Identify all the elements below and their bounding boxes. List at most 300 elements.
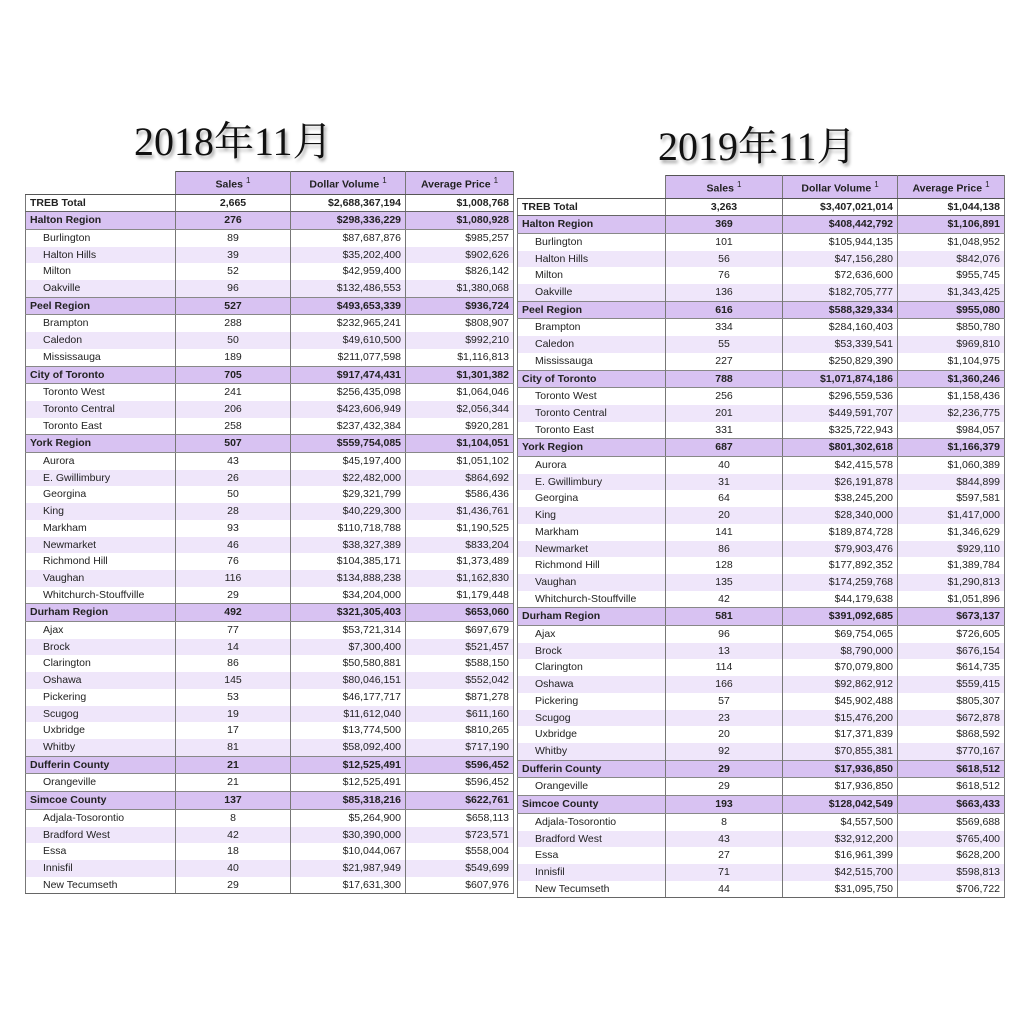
header-price-footnote: 1 (493, 176, 499, 185)
table-row (26, 722, 514, 739)
table-row (26, 537, 514, 554)
sales-cell: 77 (176, 622, 291, 639)
table-row (518, 233, 1005, 250)
volume-cell: $69,754,065 (783, 626, 898, 643)
price-cell: $864,692 (406, 470, 514, 487)
volume-cell: $17,936,850 (783, 778, 898, 796)
volume-cell: $45,902,488 (783, 693, 898, 710)
volume-cell: $104,385,171 (291, 553, 406, 570)
sales-cell: 507 (176, 435, 291, 453)
sales-cell: 52 (176, 263, 291, 280)
price-cell: $726,605 (898, 626, 1005, 643)
price-cell: $717,190 (406, 739, 514, 756)
sales-cell: 71 (666, 864, 783, 881)
header-volume-label: Dollar Volume (309, 178, 380, 191)
row-name: Markham (26, 520, 176, 537)
table-row (26, 622, 514, 639)
price-cell: $618,512 (898, 760, 1005, 778)
volume-cell: $128,042,549 (783, 796, 898, 814)
row-name: Caledon (26, 332, 176, 349)
volume-cell: $211,077,598 (291, 349, 406, 366)
row-name: Toronto West (518, 388, 666, 405)
table-row (518, 626, 1005, 643)
row-name: Oakville (26, 280, 176, 297)
row-name: York Region (26, 435, 176, 453)
region-row (518, 370, 1005, 388)
sales-cell: 56 (666, 251, 783, 268)
volume-cell: $237,432,384 (291, 418, 406, 435)
table-row (518, 457, 1005, 474)
total-row (518, 198, 1005, 216)
price-cell: $1,346,629 (898, 524, 1005, 541)
row-name: Essa (26, 843, 176, 860)
region-row (26, 366, 514, 384)
table-row (26, 877, 514, 894)
price-cell: $1,343,425 (898, 284, 1005, 301)
volume-cell: $296,559,536 (783, 388, 898, 405)
row-name: TREB Total (26, 194, 176, 212)
header-volume (291, 172, 406, 195)
row-name: City of Toronto (518, 370, 666, 388)
price-cell: $765,400 (898, 831, 1005, 848)
row-name: Toronto East (518, 422, 666, 439)
sales-cell: 31 (666, 474, 783, 491)
price-cell: $618,512 (898, 778, 1005, 796)
price-cell: $992,210 (406, 332, 514, 349)
sales-cell: 8 (176, 809, 291, 826)
price-cell: $844,899 (898, 474, 1005, 491)
table-row (518, 284, 1005, 301)
sales-cell: 189 (176, 349, 291, 366)
table-row (518, 591, 1005, 608)
header-price (898, 176, 1005, 199)
sales-cell: 128 (666, 557, 783, 574)
price-cell: $1,104,975 (898, 353, 1005, 370)
table-row (518, 710, 1005, 727)
row-name: Richmond Hill (518, 557, 666, 574)
region-row (518, 760, 1005, 778)
row-name: Milton (518, 267, 666, 284)
sales-cell: 64 (666, 490, 783, 507)
row-name: Uxbridge (518, 726, 666, 743)
price-cell: $658,113 (406, 809, 514, 826)
volume-cell: $134,888,238 (291, 570, 406, 587)
price-cell: $706,722 (898, 881, 1005, 898)
table-row (518, 524, 1005, 541)
volume-cell: $189,874,728 (783, 524, 898, 541)
price-cell: $521,457 (406, 639, 514, 656)
sales-cell: 50 (176, 332, 291, 349)
row-name: York Region (518, 439, 666, 457)
volume-cell: $31,095,750 (783, 881, 898, 898)
sales-cell: 42 (666, 591, 783, 608)
price-cell: $805,307 (898, 693, 1005, 710)
row-name: Markham (518, 524, 666, 541)
row-name: King (518, 507, 666, 524)
row-name: Halton Hills (518, 251, 666, 268)
table-body-2019 (518, 198, 1005, 898)
table-row (518, 643, 1005, 660)
row-name: Halton Region (26, 212, 176, 230)
price-cell: $596,452 (406, 756, 514, 774)
row-name: Toronto West (26, 384, 176, 401)
table-row (26, 401, 514, 418)
sales-cell: 581 (666, 608, 783, 626)
price-cell: $552,042 (406, 672, 514, 689)
row-name: Newmarket (26, 537, 176, 554)
table-row (26, 774, 514, 792)
sales-cell: 29 (666, 760, 783, 778)
table-row (26, 860, 514, 877)
price-cell: $663,433 (898, 796, 1005, 814)
price-cell: $929,110 (898, 541, 1005, 558)
region-row (518, 216, 1005, 234)
volume-cell: $1,071,874,186 (783, 370, 898, 388)
row-name: Oakville (518, 284, 666, 301)
price-cell: $622,761 (406, 792, 514, 810)
header-sales-label: Sales (215, 178, 243, 191)
table-row (518, 541, 1005, 558)
sales-cell: 76 (666, 267, 783, 284)
sales-cell: 135 (666, 574, 783, 591)
volume-cell: $46,177,717 (291, 689, 406, 706)
volume-cell: $21,987,949 (291, 860, 406, 877)
row-name: Brock (26, 639, 176, 656)
table-row (518, 490, 1005, 507)
row-name: Burlington (518, 233, 666, 250)
row-name: Burlington (26, 229, 176, 246)
price-cell: $808,907 (406, 315, 514, 332)
table-row (518, 557, 1005, 574)
row-name: Simcoe County (518, 796, 666, 814)
sales-cell: 43 (666, 831, 783, 848)
volume-cell: $17,371,839 (783, 726, 898, 743)
volume-cell: $35,202,400 (291, 247, 406, 264)
sales-cell: 256 (666, 388, 783, 405)
volume-cell: $10,044,067 (291, 843, 406, 860)
price-cell: $985,257 (406, 229, 514, 246)
table-row (518, 474, 1005, 491)
row-name: Halton Region (518, 216, 666, 234)
sales-cell: 369 (666, 216, 783, 234)
table-row (518, 743, 1005, 760)
row-name: Dufferin County (26, 756, 176, 774)
price-cell: $1,116,813 (406, 349, 514, 366)
table-row (26, 827, 514, 844)
sales-cell: 76 (176, 553, 291, 570)
volume-cell: $2,688,367,194 (291, 194, 406, 212)
sales-cell: 50 (176, 486, 291, 503)
sales-cell: 46 (176, 537, 291, 554)
sales-cell: 19 (176, 706, 291, 723)
region-row (518, 796, 1005, 814)
row-name: Durham Region (26, 604, 176, 622)
table-row (518, 676, 1005, 693)
price-cell: $1,060,389 (898, 457, 1005, 474)
volume-cell: $7,300,400 (291, 639, 406, 656)
sales-cell: 86 (666, 541, 783, 558)
table-row (518, 881, 1005, 898)
sales-cell: 96 (666, 626, 783, 643)
volume-cell: $256,435,098 (291, 384, 406, 401)
header-volume-footnote: 1 (382, 176, 387, 185)
sales-cell: 687 (666, 439, 783, 457)
sales-cell: 26 (176, 470, 291, 487)
header-price-label: Average Price (420, 178, 491, 191)
table-row (26, 384, 514, 401)
volume-cell: $80,046,151 (291, 672, 406, 689)
price-cell: $871,278 (406, 689, 514, 706)
row-name: Halton Hills (26, 247, 176, 264)
sales-cell: 23 (666, 710, 783, 727)
volume-cell: $182,705,777 (783, 284, 898, 301)
table-row (26, 418, 514, 435)
header-sales (176, 172, 291, 195)
sales-cell: 193 (666, 796, 783, 814)
volume-cell: $8,790,000 (783, 643, 898, 660)
sales-cell: 2,665 (176, 194, 291, 212)
header-price-label: Average Price (912, 182, 983, 195)
volume-cell: $38,245,200 (783, 490, 898, 507)
volume-cell: $32,912,200 (783, 831, 898, 848)
table-row (26, 349, 514, 366)
price-cell: $810,265 (406, 722, 514, 739)
table-row (26, 843, 514, 860)
table-body-2018 (26, 194, 514, 894)
price-cell: $697,679 (406, 622, 514, 639)
price-cell: $1,064,046 (406, 384, 514, 401)
table-row (26, 570, 514, 587)
table-row (518, 422, 1005, 439)
sales-cell: 13 (666, 643, 783, 660)
row-name: Peel Region (518, 301, 666, 319)
row-name: Toronto Central (518, 405, 666, 422)
table-row (26, 689, 514, 706)
price-cell: $1,162,830 (406, 570, 514, 587)
row-name: Clarington (26, 655, 176, 672)
table-row (518, 831, 1005, 848)
volume-cell: $38,327,389 (291, 537, 406, 554)
sales-cell: 81 (176, 739, 291, 756)
sales-cell: 20 (666, 507, 783, 524)
table-row (26, 263, 514, 280)
volume-cell: $5,264,900 (291, 809, 406, 826)
volume-cell: $72,636,600 (783, 267, 898, 284)
price-cell: $1,417,000 (898, 507, 1005, 524)
price-cell: $1,389,784 (898, 557, 1005, 574)
row-name: New Tecumseth (518, 881, 666, 898)
volume-cell: $30,390,000 (291, 827, 406, 844)
volume-cell: $42,515,700 (783, 864, 898, 881)
volume-cell: $50,580,881 (291, 655, 406, 672)
table-row (26, 503, 514, 520)
volume-cell: $423,606,949 (291, 401, 406, 418)
table-row (518, 267, 1005, 284)
sales-cell: 227 (666, 353, 783, 370)
row-name: Pickering (518, 693, 666, 710)
price-cell: $2,056,344 (406, 401, 514, 418)
price-cell: $628,200 (898, 847, 1005, 864)
price-cell: $868,592 (898, 726, 1005, 743)
header-name (26, 172, 176, 195)
row-name: Richmond Hill (26, 553, 176, 570)
row-name: Vaughan (518, 574, 666, 591)
sales-cell: 20 (666, 726, 783, 743)
row-name: Innisfil (26, 860, 176, 877)
volume-cell: $4,557,500 (783, 813, 898, 830)
sales-cell: 3,263 (666, 198, 783, 216)
row-name: Orangeville (26, 774, 176, 792)
table-row (26, 553, 514, 570)
price-cell: $611,160 (406, 706, 514, 723)
row-name: Durham Region (518, 608, 666, 626)
price-cell: $1,051,102 (406, 453, 514, 470)
table-row (26, 247, 514, 264)
row-name: Bradford West (518, 831, 666, 848)
row-name: Simcoe County (26, 792, 176, 810)
sales-cell: 116 (176, 570, 291, 587)
header-sales (666, 176, 783, 199)
price-cell: $955,745 (898, 267, 1005, 284)
volume-cell: $105,944,135 (783, 233, 898, 250)
volume-cell: $92,862,912 (783, 676, 898, 693)
price-cell: $586,436 (406, 486, 514, 503)
volume-cell: $58,092,400 (291, 739, 406, 756)
price-cell: $770,167 (898, 743, 1005, 760)
price-cell: $1,051,896 (898, 591, 1005, 608)
sales-cell: 145 (176, 672, 291, 689)
table-row (518, 813, 1005, 830)
row-name: Aurora (518, 457, 666, 474)
volume-cell: $449,591,707 (783, 405, 898, 422)
table-row (26, 809, 514, 826)
header-volume-footnote: 1 (874, 180, 879, 189)
row-name: Whitby (26, 739, 176, 756)
volume-cell: $70,855,381 (783, 743, 898, 760)
sales-cell: 44 (666, 881, 783, 898)
price-cell: $588,150 (406, 655, 514, 672)
sales-cell: 53 (176, 689, 291, 706)
price-cell: $955,080 (898, 301, 1005, 319)
price-cell: $1,179,448 (406, 587, 514, 604)
sales-cell: 141 (666, 524, 783, 541)
sales-cell: 42 (176, 827, 291, 844)
volume-cell: $70,079,800 (783, 659, 898, 676)
volume-cell: $34,204,000 (291, 587, 406, 604)
sales-cell: 705 (176, 366, 291, 384)
volume-cell: $87,687,876 (291, 229, 406, 246)
row-name: Adjala-Tosorontio (26, 809, 176, 826)
sales-cell: 92 (666, 743, 783, 760)
table-row (518, 336, 1005, 353)
volume-cell: $44,179,638 (783, 591, 898, 608)
price-cell: $1,106,891 (898, 216, 1005, 234)
row-name: E. Gwillimbury (26, 470, 176, 487)
price-cell: $1,301,382 (406, 366, 514, 384)
price-cell: $842,076 (898, 251, 1005, 268)
price-cell: $597,581 (898, 490, 1005, 507)
sales-cell: 55 (666, 336, 783, 353)
volume-cell: $408,442,792 (783, 216, 898, 234)
row-name: Brampton (518, 319, 666, 336)
sales-cell: 114 (666, 659, 783, 676)
volume-cell: $12,525,491 (291, 774, 406, 792)
volume-cell: $26,191,878 (783, 474, 898, 491)
sales-cell: 40 (176, 860, 291, 877)
table-row (26, 229, 514, 246)
row-name: Adjala-Tosorontio (518, 813, 666, 830)
price-cell: $902,626 (406, 247, 514, 264)
table-row (26, 332, 514, 349)
panel-title-2019: 2019年11月 (658, 124, 857, 169)
region-row (26, 604, 514, 622)
row-name: Toronto Central (26, 401, 176, 418)
volume-cell: $132,486,553 (291, 280, 406, 297)
volume-cell: $53,721,314 (291, 622, 406, 639)
row-name: Oshawa (518, 676, 666, 693)
sales-cell: 17 (176, 722, 291, 739)
sales-cell: 39 (176, 247, 291, 264)
row-name: Uxbridge (26, 722, 176, 739)
table-row (518, 778, 1005, 796)
sales-cell: 27 (666, 847, 783, 864)
sales-cell: 331 (666, 422, 783, 439)
header-volume (783, 176, 898, 199)
price-cell: $936,724 (406, 297, 514, 315)
price-cell: $1,436,761 (406, 503, 514, 520)
volume-cell: $110,718,788 (291, 520, 406, 537)
volume-cell: $53,339,541 (783, 336, 898, 353)
row-name: Oshawa (26, 672, 176, 689)
sales-cell: 288 (176, 315, 291, 332)
volume-cell: $12,525,491 (291, 756, 406, 774)
row-name: Mississauga (26, 349, 176, 366)
volume-cell: $11,612,040 (291, 706, 406, 723)
sales-cell: 18 (176, 843, 291, 860)
table-row (26, 486, 514, 503)
sales-cell: 276 (176, 212, 291, 230)
row-name: Innisfil (518, 864, 666, 881)
region-row (518, 439, 1005, 457)
price-cell: $676,154 (898, 643, 1005, 660)
volume-cell: $493,653,339 (291, 297, 406, 315)
table-row (518, 726, 1005, 743)
price-cell: $1,044,138 (898, 198, 1005, 216)
price-cell: $614,735 (898, 659, 1005, 676)
price-cell: $672,878 (898, 710, 1005, 727)
row-name: Newmarket (518, 541, 666, 558)
table-row (518, 507, 1005, 524)
row-name: New Tecumseth (26, 877, 176, 894)
row-name: Essa (518, 847, 666, 864)
price-cell: $569,688 (898, 813, 1005, 830)
table-row (518, 388, 1005, 405)
price-cell: $1,190,525 (406, 520, 514, 537)
row-name: Clarington (518, 659, 666, 676)
price-cell: $1,373,489 (406, 553, 514, 570)
sales-cell: 334 (666, 319, 783, 336)
row-name: Milton (26, 263, 176, 280)
volume-cell: $40,229,300 (291, 503, 406, 520)
price-cell: $1,048,952 (898, 233, 1005, 250)
volume-cell: $49,610,500 (291, 332, 406, 349)
volume-cell: $47,156,280 (783, 251, 898, 268)
volume-cell: $588,329,334 (783, 301, 898, 319)
sales-cell: 166 (666, 676, 783, 693)
sales-cell: 21 (176, 774, 291, 792)
volume-cell: $17,631,300 (291, 877, 406, 894)
row-name: King (26, 503, 176, 520)
